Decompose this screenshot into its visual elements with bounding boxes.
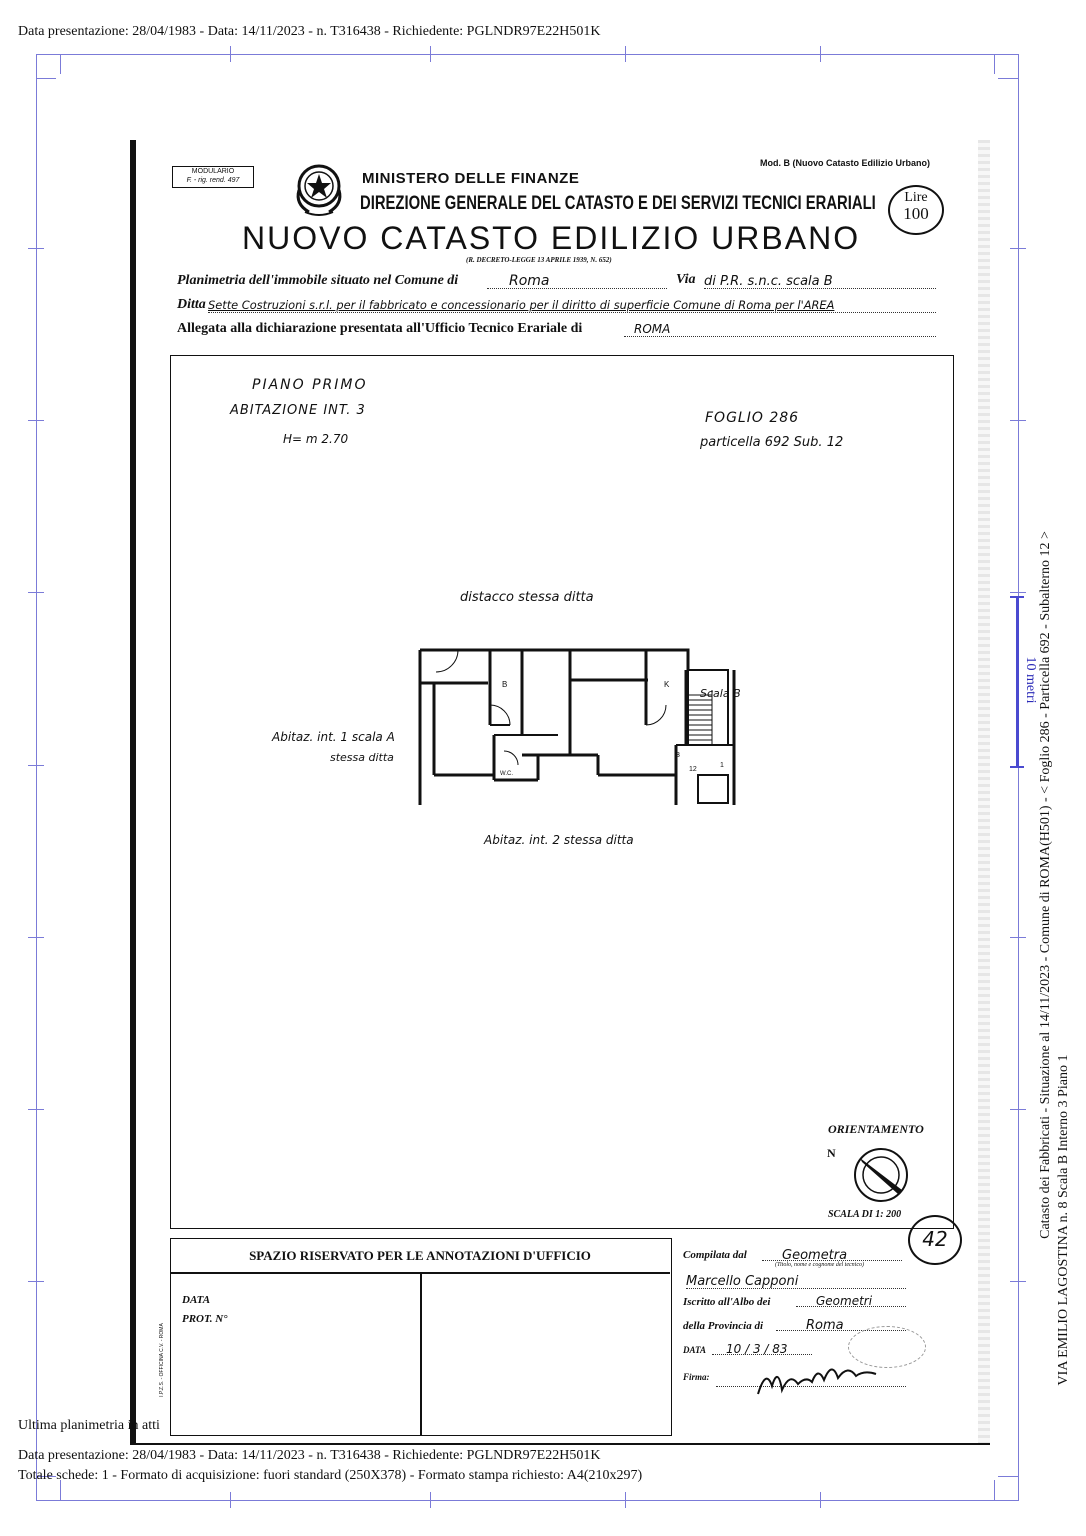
top-header: Data presentazione: 28/04/1983 - Data: 14/11/2023 - n. T316438 - Richiedente: PGLNDR97E22H501K [18, 24, 601, 39]
scala-di-label: SCALA DI 1: 200 [828, 1209, 902, 1220]
num-12-label: 12 [689, 766, 697, 773]
main-title: NUOVO CATASTO EDILIZIO URBANO [242, 220, 861, 256]
altezza-label: H= m 2.70 [283, 432, 349, 446]
office-prot-label: PROT. N° [182, 1313, 228, 1325]
bottom-header: Data presentazione: 28/04/1983 - Data: 14/11/2023 - n. T316438 - Richiedente: PGLNDR97E22H501K [18, 1448, 601, 1463]
compilata-note: (Titolo, nome e cognome del tecnico) [775, 1262, 864, 1268]
abitaz-1-label: Abitaz. int. 1 scala A [272, 730, 395, 744]
allegata-label: Allegata alla dichiarazione presentata all'Ufficio Tecnico Erariale di [177, 321, 583, 336]
ditta-label: Ditta [177, 297, 206, 312]
form-data-field: 10 / 3 / 83 [712, 1340, 812, 1355]
emblem-icon [291, 160, 347, 218]
room-b-label: B [502, 680, 508, 689]
modulario-box: MODULARIO F. - rig. rend. 497 [172, 166, 254, 188]
foglio-label: FOGLIO 286 [705, 410, 800, 426]
tecnico-name-field: Marcello Capponi [686, 1272, 906, 1289]
iscritto-field: Geometri [796, 1292, 906, 1307]
printer-mark: I.P.Z.S. - OFFICINA C.V. - ROMA [159, 1323, 165, 1397]
piano-label: PIANO PRIMO [252, 377, 368, 393]
abitaz-1-sub-label: stessa ditta [330, 751, 394, 764]
office-data-label: DATA [182, 1294, 211, 1306]
side-text-address: VIA EMILIO LAGOSTINA n. 8 Scala B Interno 3 Piano 1 [1056, 1054, 1071, 1386]
north-label: N [827, 1146, 836, 1160]
particella-label: particella 692 Sub. 12 [700, 435, 844, 450]
abitazione-label: ABITAZIONE INT. 3 [230, 403, 366, 418]
sheet-bottom-edge [134, 1443, 990, 1445]
num-1-label: 1 [720, 762, 724, 769]
ditta-field: Sette Costruzioni s.r.l. per il fabbricato e concessionario per il diritto di superficie Comune di Roma per l'AREA [208, 296, 936, 313]
room-wc-label: W.C. [500, 771, 513, 777]
provincia-field: Roma [776, 1316, 906, 1331]
compilata-field: Geometra [762, 1246, 902, 1261]
num-3-label: 3 [676, 752, 680, 759]
ufficio-field: ROMA [624, 320, 936, 337]
spazio-title: SPAZIO RISERVATO PER LE ANNOTAZIONI D'UFFICIO [249, 1248, 591, 1263]
lire-stamp: Lire 100 [888, 185, 944, 235]
frame-left [36, 54, 37, 1500]
ultima-planimetria: Ultima planimetria in atti [18, 1418, 160, 1433]
distacco-label: distacco stessa ditta [460, 590, 594, 605]
sheet-number-stamp: 42 [908, 1215, 962, 1265]
direzione-title: DIREZIONE GENERALE DEL CATASTO E DEI SERVIZI TECNICI ERARIALI [360, 193, 876, 214]
frame-top [36, 54, 1019, 55]
compilata-label: Compilata dal [683, 1249, 747, 1261]
floor-plan [418, 635, 748, 815]
sheet-scan-shadow [978, 140, 990, 1443]
side-text-catasto: Catasto dei Fabbricati - Situazione al 14/11/2023 - Comune di ROMA(H501) - < Foglio 286 - Particella 692 - Subalterno 12 > [1038, 531, 1053, 1239]
room-k-label: K [664, 680, 670, 689]
compass-icon [850, 1146, 912, 1204]
planimetria-label: Planimetria dell'immobile situato nel Comune di [177, 273, 459, 288]
sheet-binding-edge [130, 140, 136, 1445]
abitaz-2-label: Abitaz. int. 2 stessa ditta [484, 833, 634, 847]
orientamento-label: ORIENTAMENTO [828, 1122, 924, 1136]
bottom-footer: Totale schede: 1 - Formato di acquisizione: fuori standard (250X378) - Formato stampa richiesto: A4(210x297) [18, 1468, 643, 1483]
provincia-label: della Provincia di [683, 1320, 764, 1332]
firma-label: Firma: [683, 1372, 710, 1382]
frame-right [1018, 54, 1019, 1500]
form-data-label: DATA [683, 1345, 707, 1355]
ministero-title: MINISTERO DELLE FINANZE [362, 170, 580, 187]
via-label: Via [676, 272, 696, 287]
scala-b-label: Scala B [700, 687, 741, 700]
signature [752, 1356, 882, 1400]
scale-bar-label: 10 metri [1023, 656, 1038, 704]
via-field: di P.R. s.n.c. scala B [704, 272, 936, 289]
iscritto-label: Iscritto all'Albo dei [683, 1296, 771, 1308]
scale-bar [1016, 596, 1019, 768]
mod-b-label: Mod. B (Nuovo Catasto Edilizio Urbano) [760, 158, 930, 168]
decreto-label: (R. DECRETO-LEGGE 13 APRILE 1939, N. 652) [466, 256, 612, 264]
comune-field: Roma [487, 272, 667, 289]
frame-bottom [36, 1500, 1019, 1501]
